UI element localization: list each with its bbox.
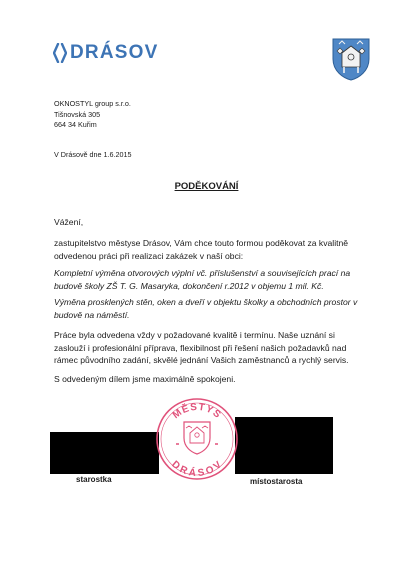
logo-bracket-icon (53, 43, 67, 63)
sender-address (54, 99, 131, 131)
redacted-signature-right (235, 417, 333, 474)
stamp-bottom-text: DRÁSOV (169, 459, 225, 480)
work-item-2: Výměna prosklených stěn, oken a dveří v objektu školky a obchodních prostor v budově na náměstí. (54, 297, 358, 320)
stamp-top-text: MĚSTYS (170, 401, 224, 422)
logo-text: DRÁSOV (70, 42, 159, 63)
salutation: Vážení, (54, 217, 84, 227)
sender-street: Tišnovská 305 (54, 109, 101, 119)
letter-title: PODĚKOVÁNÍ (174, 181, 239, 192)
official-stamp (154, 396, 240, 482)
praise-paragraph: Práce byla odvedena vždy v požadované kvalitě i termínu. Naše uznání si zaslouží i profesionální příprava, flexibilnost při řešení našich požadavků nad rámec původního zadání, skvělé jednání Vašich zaměstnanců a rychlý servis. (54, 330, 349, 366)
stamp-crest-icon (184, 422, 210, 454)
intro-paragraph: zastupitelstvo městyse Drásov, Vám chce touto formou poděkovat za kvalitně odvedenou práci při realizaci zakázek v naší obci: (54, 238, 349, 261)
sender-city: 664 34 Kuřim (54, 120, 97, 130)
sender-company: OKNOSTYL group s.r.o. (54, 99, 131, 108)
closing-sentence: S odvedeným dílem jsme maximálně spokojeni. (54, 374, 236, 384)
place-date: V Drásově dne 1.6.2015 (54, 150, 132, 159)
coat-of-arms-icon (331, 37, 371, 82)
redacted-signature-left (50, 432, 159, 474)
work-item-1: Kompletní výměna otvorových výplní vč. příslušenství a souvisejících prací na budově školy ZŠ T. G. Masaryka, dokončení r.2012 v objemu 1 mil. Kč. (54, 268, 351, 291)
signature-label-mayor: starostka (76, 475, 112, 484)
drasov-logo (53, 43, 159, 63)
svg-text:DRÁSOV (169, 459, 225, 479)
signature-label-deputy-mayor: místostarosta (250, 477, 303, 486)
